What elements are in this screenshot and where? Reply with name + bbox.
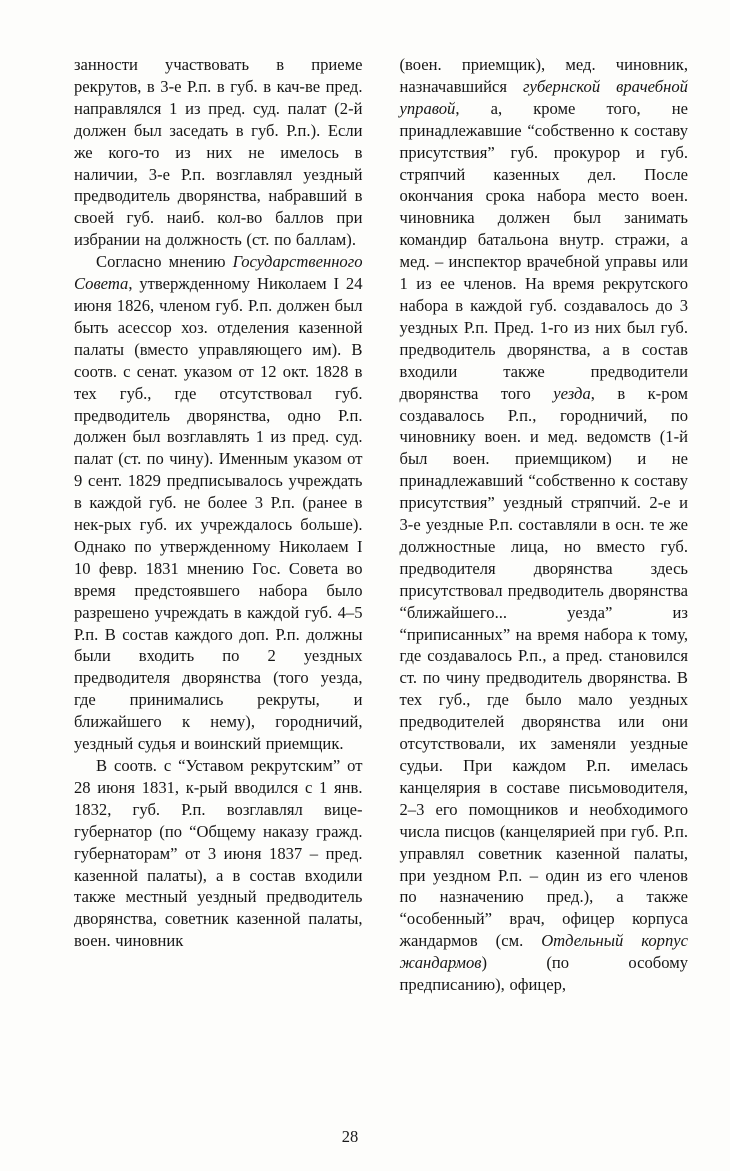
- text-run: Согласно мнению: [96, 252, 233, 272]
- text-run: , утвержденному Николаем I 24 июня 1826, членом губ. Р.п. должен был быть асессор хоз. отделения казенной палаты (вместо управляющего им). В соотв. с сенат. указом от 12 окт. 1828 в тех губ., где отсутствовал губ. предводитель дворянства, одно Р.п. должен был возглавлять 1 из пред. суд. палат (ст. по чину). Именным указом от 9 сент. 1829 предписывалось учреждать в каждой губ. не более 3 Р.п. (ранее в нек-рых губ. их учреждалось больше). Однако по утвержденному Николаем I 10 февр. 1831 мнению Гос. Совета во время предстоявшего набора было разрешено учреждать в каждой губ. 4–5 Р.п. В состав каждого доп. Р.п. должны были входить по 2 уездных предводителя дворянства (того уезда, где принимались рекруты, и ближайшего к нему), городничий, уездный судья и воинский приемщик.: [74, 274, 363, 754]
- italic-text-run: губернской врачебной управой: [399, 76, 688, 118]
- paragraph: [74, 54, 363, 251]
- text-run: , в к-ром создавалось Р.п., городничий, по чиновнику воен. и мед. ведомств (1-й был воен. приемщиком) и не принадлежавший “собственно к составу присутствия” уездный стряпчий. 2-е и 3-е уездные Р.п. составляли в осн. те же должностные лица, но вместо губ. предводителя дворянства здесь присутствовал предводитель дворянства “ближайшего... уезда” из “приписанных” на время набора к тому, где создавалось Р.п., а пред. становился ст. по чину предводитель дворянства. В тех губ., где было мало уездных предводителей дворянства или они отсутствовали, их заменяли уездные судьи. При каждом Р.п. имелась канцелярия в составе письмоводителя, 2–3 его помощников и необходимого числа писцов (канцелярией при губ. Р.п. управлял советник казенной палаты, при уездном Р.п. – один из его членов по назначению пред.), а также “особенный” врач, офицер корпуса жандармов (см.: [399, 383, 688, 951]
- page-number: 28: [341, 1127, 359, 1146]
- left-column: [74, 54, 363, 996]
- two-column-text-block: [74, 54, 688, 996]
- text-run: (воен. приемщик), мед. чиновник, назначавшийся: [399, 55, 688, 96]
- italic-text-run: уезда: [553, 383, 591, 403]
- text-run: , а, кроме того, не принадлежавшие “собственно к составу присутствия” губ. прокурор и губ. стряпчий казенных дел. После окончания срока набора место воен. чиновника должен был занимать командир батальона внутр. стражи, а мед. – инспектор врачебной управы или 1 из ее членов. На время рекрутского набора в каждой губ. создавалось до 3 уездных Р.п. Пред. 1-го из них был губ. предводитель дворянства, а в состав входили также предводители дворянства того: [399, 98, 688, 403]
- italic-text-run: Отдельный корпус жандармов: [399, 931, 688, 973]
- text-run: ) (по особому предписанию), офицер,: [399, 953, 688, 995]
- paragraph: [74, 755, 363, 952]
- paragraph: [74, 251, 363, 755]
- text-run: В соотв. с “Уставом рекрутским” от 28 июня 1831, к-рый вводился с 1 янв. 1832, губ. Р.п. возглавлял вице-губернатор (по “Общему наказу гражд. губернаторам” от 3 июня 1837 – пред. казенной палаты), а в состав входили также местный уездный предводитель дворянства, советник казенной палаты, воен. чиновник: [74, 756, 363, 951]
- text-run: занности участвовать в приеме рекрутов, в 3-е Р.п. в губ. в кач-ве пред. направлялся 1 из пред. суд. палат (2-й должен был заседать в губ. Р.п.). Если же кого-то из них не имелось в наличии, 3-е Р.п. возглавлял уездный предводитель дворянства, набравший в своей губ. наиб. кол-во баллов при избрании на должность (ст. по баллам).: [74, 55, 363, 250]
- italic-text-run: Государственного Совета: [74, 252, 363, 294]
- right-column: [400, 54, 689, 996]
- paragraph: [400, 54, 689, 996]
